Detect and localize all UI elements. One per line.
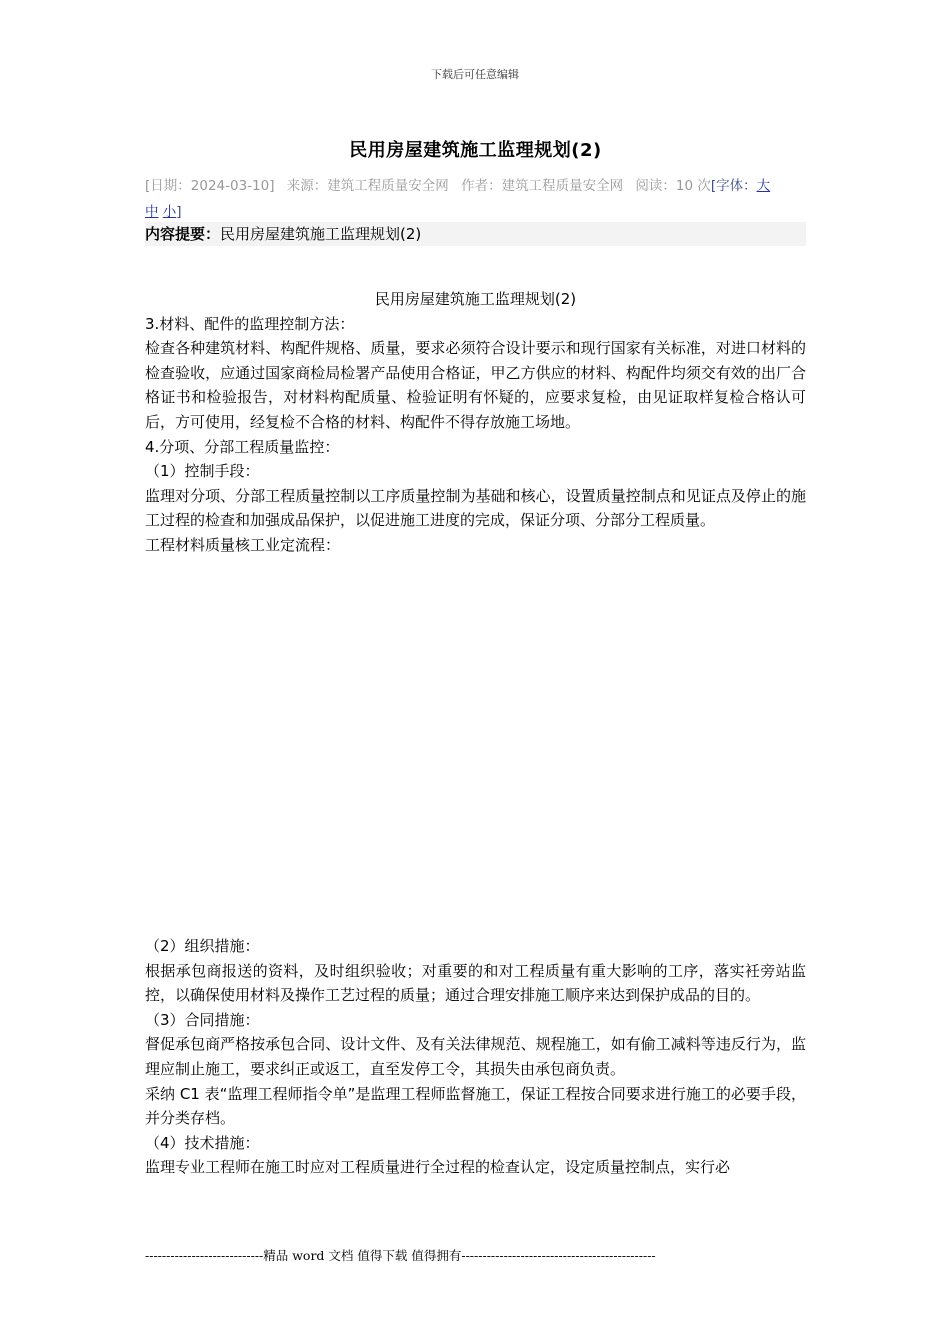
section3-text: 检查各种建筑材料、构配件规格、质量，要求必须符合设计要示和现行国家有关标准，对进口材料的检查验收，应通过国家商检局检署产品使用合格证，甲乙方供应的材料、构配件均须交有效的出厂合格证书和检验报告，对材料构配质量、检验证明有怀疑的，应要求复检，由见证取样复检合格认可后，方可使用，经复检不合格的材料、构配件不得存放施工场地。 [145, 339, 806, 431]
font-medium-link[interactable]: 中 [145, 204, 159, 220]
summary-label: 内容提要： [145, 225, 221, 243]
sub3-text: 督促承包商严格按承包合同、设计文件、及有关法律规范、规程施工，如有偷工减料等违反行为，监理应制止施工，要求纠正或返工，直至发停工令，其损失由承包商负责。 [145, 1035, 806, 1078]
section4-heading: 4.分项、分部工程质量监控： [145, 437, 340, 456]
article-body-lower [145, 934, 806, 1180]
article-meta [145, 173, 806, 225]
font-large-link[interactable]: 大 [756, 178, 771, 194]
flowchart-placeholder [145, 615, 806, 930]
sub4-heading: （4）技术措施： [145, 1133, 260, 1152]
sub1-heading: （1）控制手段： [145, 462, 260, 481]
article-title: 民用房屋建筑施工监理规划(2) [349, 140, 602, 161]
sub2-heading: （2）组织措施： [145, 937, 260, 955]
sub2-text: 根据承包商报送的资料，及时组织验收；对重要的和对工程质量有重大影响的工序，落实衽旁站监控，以确保使用材料及操作工艺过程的质量；通过合理安排施工顺序来达到保护成品的目的。 [145, 961, 806, 1005]
flow-label: 工程材料质量核工业定流程： [145, 535, 341, 554]
meta-date: [日期：2024-03-10] [145, 178, 275, 194]
sub3-heading: （3）合同措施： [145, 1010, 260, 1029]
sub4-text: 监理专业工程师在施工时应对工程质量进行全过程的检查认定，设定质量控制点，实行必 [145, 1158, 731, 1177]
font-close: ] [176, 204, 182, 220]
page-footer: ----------------------------精品 word 文档 值得下载 值得拥有---------------------------------------------- [145, 1248, 656, 1263]
summary-text: 民用房屋建筑施工监理规划(2) [220, 225, 422, 243]
font-small-link[interactable]: 小 [162, 204, 177, 220]
font-label: [字体： [710, 178, 757, 194]
content-subtitle: 民用房屋建筑施工监理规划(2) [374, 290, 577, 308]
sub3-text2: 采纳 C1 表“监理工程师指令单”是监理工程师监督施工，保证工程按合同要求进行施工的必要手段，并分类存档。 [145, 1084, 806, 1128]
article-body-upper [145, 287, 806, 558]
meta-source: 来源：建筑工程质量安全网 [286, 178, 449, 194]
header-note: 下载后可任意编辑 [431, 68, 519, 81]
summary-box [145, 222, 806, 246]
section3-heading: 3.材料、配件的监理控制方法： [145, 314, 355, 333]
meta-reads: 阅读：10 次 [635, 178, 711, 194]
meta-author: 作者：建筑工程质量安全网 [461, 178, 624, 194]
sub1-text: 监理对分项、分部工程质量控制以工序质量控制为基础和核心，设置质量控制点和见证点及停止的施工过程的检查和加强成品保护，以促进施工进度的完成，保证分项、分部分工程质量。 [145, 486, 806, 530]
